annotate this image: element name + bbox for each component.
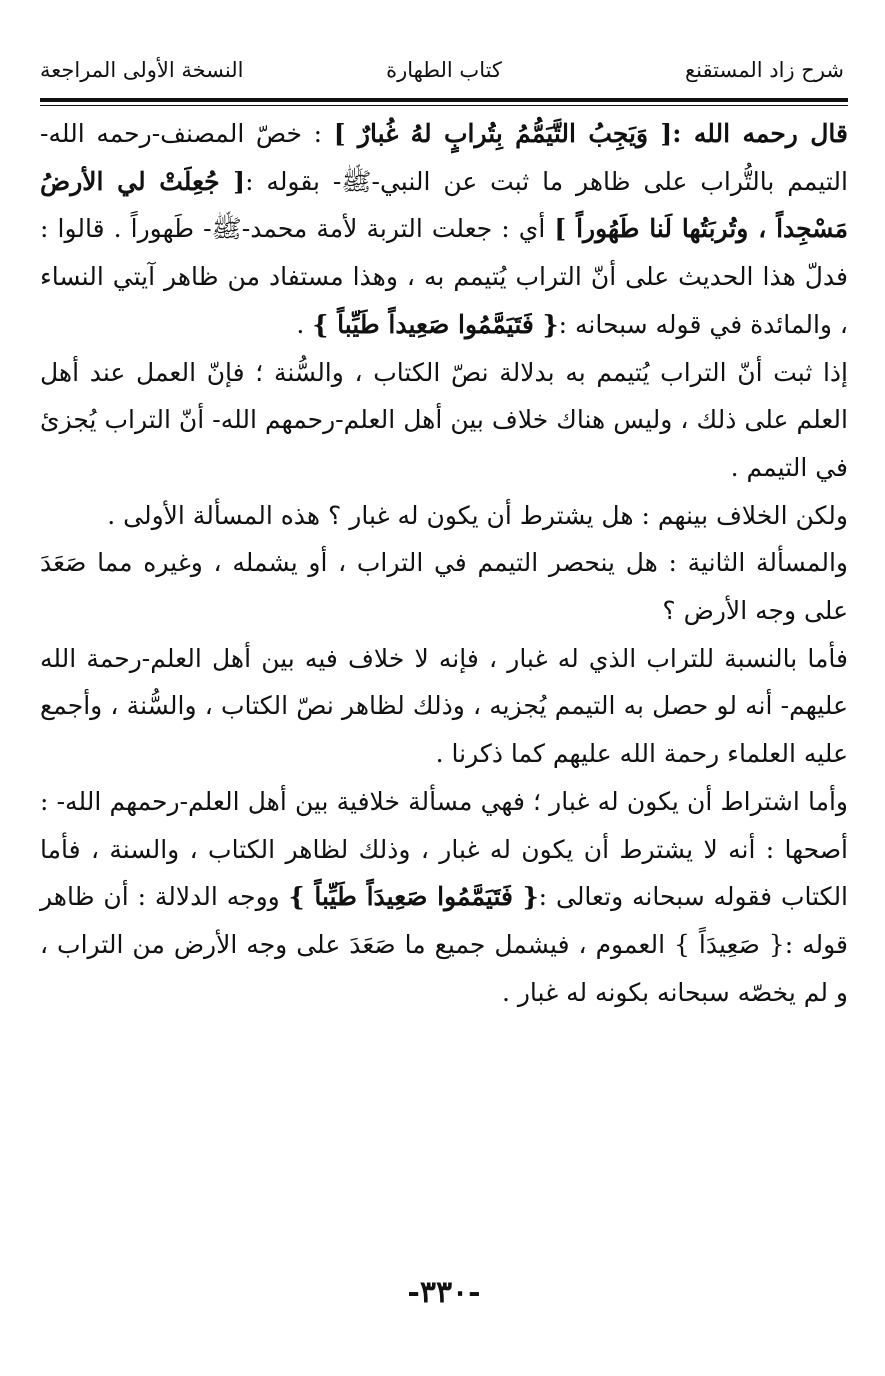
header-rule-thin <box>40 105 848 106</box>
quoted-text: { فَتَيَمَّمُوا صَعِيداً طَيِّباً } <box>312 309 559 339</box>
paragraph <box>40 539 848 634</box>
page-number: -٣٣٠- <box>407 1275 481 1310</box>
paragraph-text: فأما بالنسبة للتراب الذي له غبار ، فإنه لا خلاف فيه بين أهل العلم-رحمة الله عليهم- أنه لو حصل به التيمم يُجزيه ، وذلك لظاهر نصّ الكتاب ، والسُّنة ، وأجمع عليه العلماء رحمة الله عليهم كما ذكرنا . <box>40 643 848 769</box>
paragraph-text: . <box>296 309 313 339</box>
header-rule-thick <box>40 98 848 102</box>
running-header <box>40 50 848 94</box>
paragraph-text: : خصّ المصنف-رحمه الله- التيمم بالتُّراب على ظاهر ما ثبت عن النبي-ﷺ- بقوله : <box>40 119 848 196</box>
paragraph-text: ولكن الخلاف بينهم : هل يشترط أن يكون له غبار ؟ هذه المسألة الأولى . <box>107 500 848 530</box>
chapter-title: كتاب الطهارة <box>386 58 502 82</box>
paragraph-text: والمسألة الثانية : هل ينحصر التيمم في التراب ، أو يشمله ، وغيره مما صَعَدَ على وجه الأرض ؟ <box>40 548 848 626</box>
quoted-text: [ جُعِلَتْ لي الأرضُ مَسْجِداً ، وتُربَتُها لَنا طَهُوراً ] <box>40 166 849 244</box>
body-text <box>40 110 848 1016</box>
paragraph <box>40 635 848 778</box>
paragraph <box>40 778 848 1017</box>
paragraph <box>40 492 848 540</box>
paragraph-text: إذا ثبت أنّ التراب يُتيمم به بدلالة نصّ الكتاب ، والسُّنة ؛ فإنّ العمل عند أهل العلم على ذلك ، وليس هناك خلاف بين أهل العلم-رحمهم الله- أنّ التراب يُجزئ في التيمم . <box>40 357 848 482</box>
paragraph-text: وأما اشتراط أن يكون له غبار ؛ فهي مسألة خلافية بين أهل العلم-رحمهم الله- : أصحها : أنه لا يشترط أن يكون له غبار ، وذلك لظاهر الكتاب ، والسنة ، فأما الكتاب فقوله سبحانه وتعالى : <box>40 786 849 912</box>
book-title: شرح زاد المستقنع <box>685 58 844 82</box>
paragraph-text: ووجه الدلالة : أن ظاهر قوله :{ صَعِيدَاً } العموم ، فيشمل جميع ما صَعَدَ على وجه الأرض من التراب ، و لم يخصّه سبحانه بكونه له غبار . <box>40 882 848 1007</box>
paragraph-text: أي : جعلت التربة لأمة محمد-ﷺ- طَهوراً . قالوا : فدلّ هذا الحديث على أنّ التراب يُتيمم به ، وهذا مستفاد من ظاهر آيتي النساء ، والمائدة في قوله سبحانه : <box>40 214 848 339</box>
quoted-text: { فَتَيَمَّمُوا صَعِيدَاً طَيِّباً } <box>288 882 539 912</box>
paragraph <box>40 110 848 349</box>
paragraph <box>40 349 848 492</box>
edition-note: النسخة الأولى المراجعة <box>40 58 244 82</box>
book-page <box>40 50 848 1340</box>
quoted-text: قال رحمه الله :[ وَيَجِبُ التَّيَمُّمُ بِتُرابٍ لهُ غُبارٌ ] <box>333 119 849 148</box>
